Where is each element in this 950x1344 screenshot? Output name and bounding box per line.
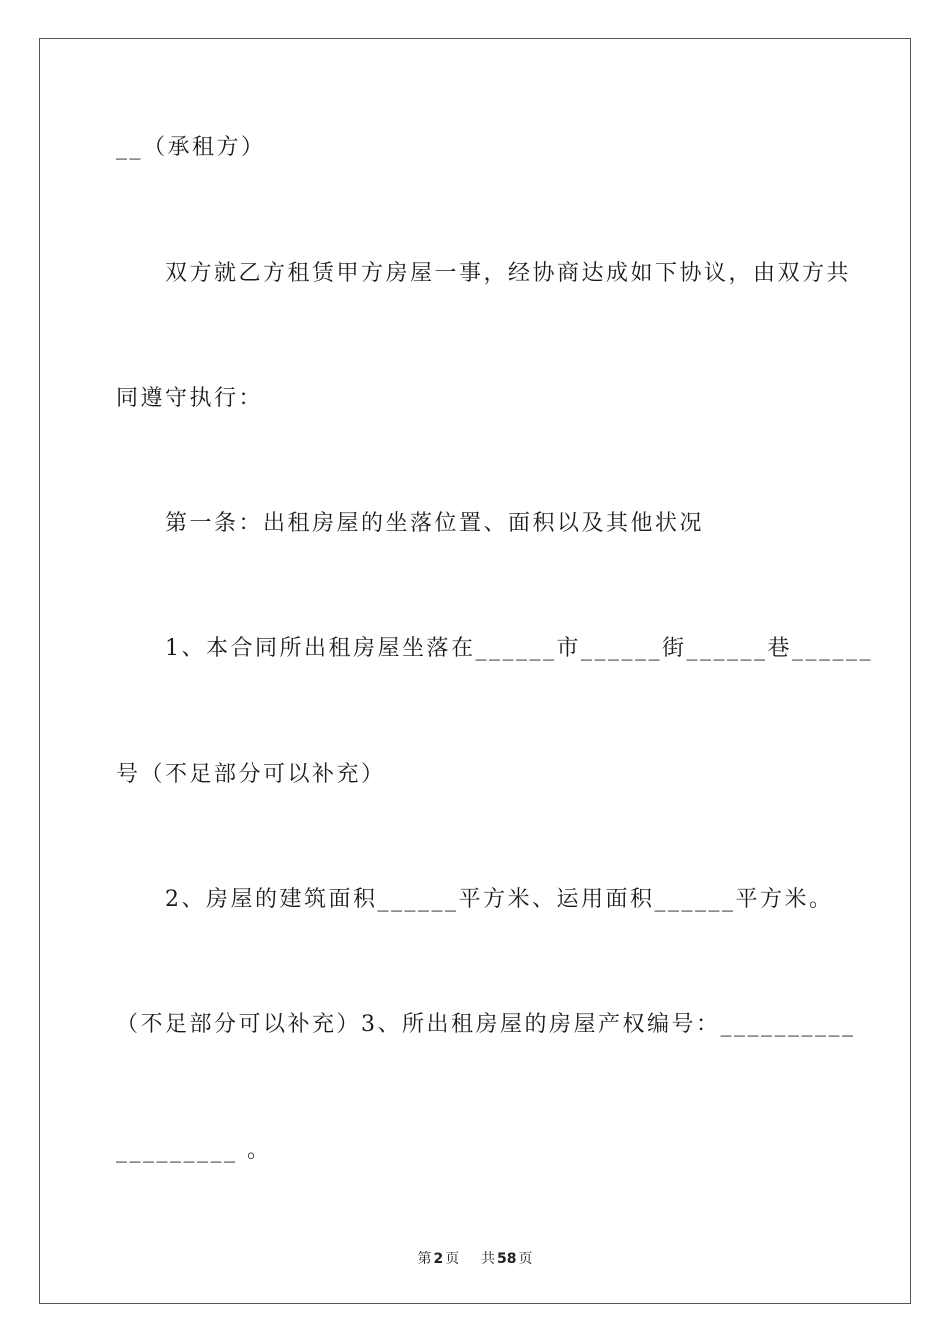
footer-page-prefix: 第 (417, 1251, 432, 1267)
text-line-agreement-intro-cont: 同遵守执行： (116, 386, 264, 411)
text-line-clause-2-area: 2、房屋的建筑面积______平方米、运用面积______平方米。 (165, 887, 834, 912)
text-line-clause-3-title-number: （不足部分可以补充）3、所出租房屋的房屋产权编号：__________ (116, 1012, 856, 1037)
text-line-clause-3-cont: _________ 。 (116, 1138, 272, 1163)
page-footer (0, 1248, 950, 1268)
footer-total-pages: 58 (497, 1251, 517, 1267)
footer-total-prefix: 共 (481, 1251, 496, 1267)
text-line-clause-1-cont: 号（不足部分可以补充） (116, 762, 386, 787)
text-line-clause-1-location: 1、本合同所出租房屋坐落在______市______街______巷______ (165, 636, 873, 661)
text-line-article-one-heading: 第一条：出租房屋的坐落位置、面积以及其他状况 (165, 511, 705, 536)
footer-total-suffix: 页 (518, 1251, 533, 1267)
text-line-lessee: __（承租方） (116, 135, 266, 160)
text-line-agreement-intro: 双方就乙方租赁甲方房屋一事，经协商达成如下协议，由双方共 (165, 261, 852, 286)
footer-page-suffix: 页 (445, 1251, 460, 1267)
footer-page-number: 2 (433, 1251, 444, 1267)
page-frame (39, 38, 911, 1304)
